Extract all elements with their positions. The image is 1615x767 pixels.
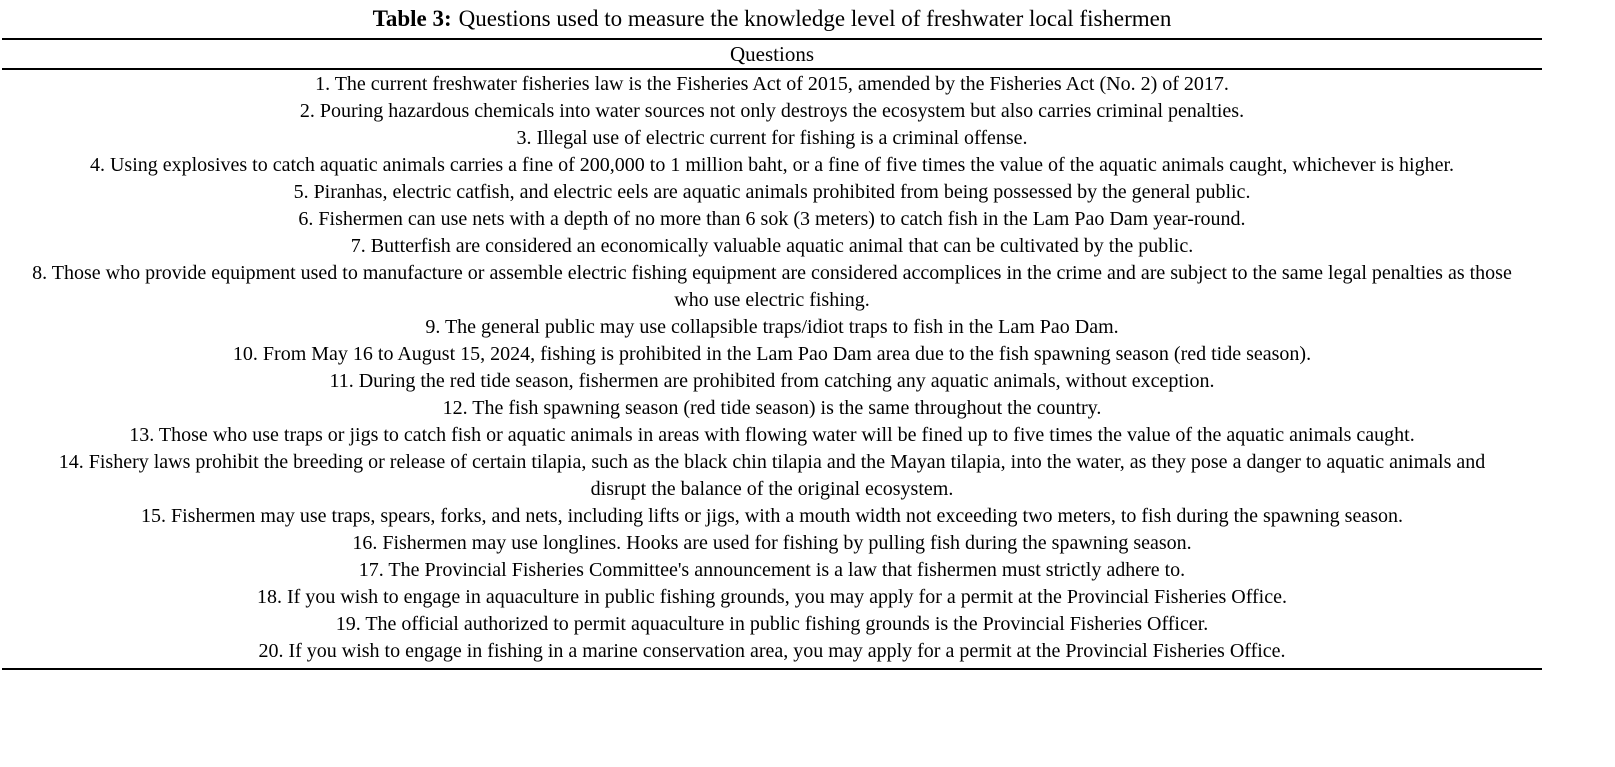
question-2: 2. Pouring hazardous chemicals into water sources not only destroys the ecosystem but also carries criminal penalties. [299, 100, 1245, 122]
question-1: 1. The current freshwater fisheries law is the Fisheries Act of 2015, amended by the Fisheries Act (No. 2) of 2017. [315, 73, 1229, 95]
question-10: 10. From May 16 to August 15, 2024, fishing is prohibited in the Lam Pao Dam area due to the fish spawning season (red tide season). [232, 343, 1312, 365]
table-header-questions: Questions [730, 42, 814, 66]
table-3 [2, 0, 1542, 670]
question-16: 16. Fishermen may use longlines. Hooks are used for fishing by pulling fish during the spawning season. [352, 532, 1192, 554]
question-8: 8. Those who provide equipment used to manufacture or assemble electric fishing equipment are considered accomplices in the crime and are subject to the same legal penalties as those who use electric fishing. [32, 262, 1512, 311]
question-5: 5. Piranhas, electric catfish, and electric eels are aquatic animals prohibited from being possessed by the general public. [293, 181, 1251, 203]
question-12: 12. The fish spawning season (red tide season) is the same throughout the country. [442, 397, 1102, 419]
question-11: 11. During the red tide season, fishermen are prohibited from catching any aquatic animals, without exception. [329, 370, 1215, 392]
question-7: 7. Butterfish are considered an economically valuable aquatic animal that can be cultivated by the public. [350, 235, 1194, 257]
question-15: 15. Fishermen may use traps, spears, forks, and nets, including lifts or jigs, with a mouth width not exceeding two meters, to fish during the spawning season. [140, 505, 1404, 527]
question-6: 6. Fishermen can use nets with a depth of no more than 6 sok (3 meters) to catch fish in the Lam Pao Dam year-round. [298, 208, 1246, 230]
question-20: 20. If you wish to engage in fishing in a marine conservation area, you may apply for a permit at the Provincial Fisheries Office. [258, 640, 1286, 662]
table-body [2, 70, 1542, 670]
table-header-row [2, 38, 1542, 70]
question-17: 17. The Provincial Fisheries Committee's announcement is a law that fishermen must strictly adhere to. [358, 559, 1186, 581]
table-caption [2, 0, 1542, 38]
question-14: 14. Fishery laws prohibit the breeding or release of certain tilapia, such as the black chin tilapia and the Mayan tilapia, into the water, as they pose a danger to aquatic animals and disrupt the balance of the original ecosystem. [58, 451, 1486, 500]
question-19: 19. The official authorized to permit aquaculture in public fishing grounds is the Provincial Fisheries Officer. [335, 613, 1209, 635]
question-4: 4. Using explosives to catch aquatic animals carries a fine of 200,000 to 1 million baht, or a fine of five times the value of the aquatic animals caught, whichever is higher. [89, 154, 1455, 176]
question-18: 18. If you wish to engage in aquaculture in public fishing grounds, you may apply for a permit at the Provincial Fisheries Office. [257, 586, 1287, 608]
table-caption-text: Questions used to measure the knowledge level of freshwater local fishermen [458, 6, 1172, 31]
question-13: 13. Those who use traps or jigs to catch fish or aquatic animals in areas with flowing water will be fined up to five times the value of the aquatic animals caught. [129, 424, 1415, 446]
question-9: 9. The general public may use collapsible traps/idiot traps to fish in the Lam Pao Dam. [425, 316, 1119, 338]
table-number-label: Table 3: [372, 6, 452, 31]
question-3: 3. Illegal use of electric current for fishing is a criminal offense. [516, 127, 1028, 149]
